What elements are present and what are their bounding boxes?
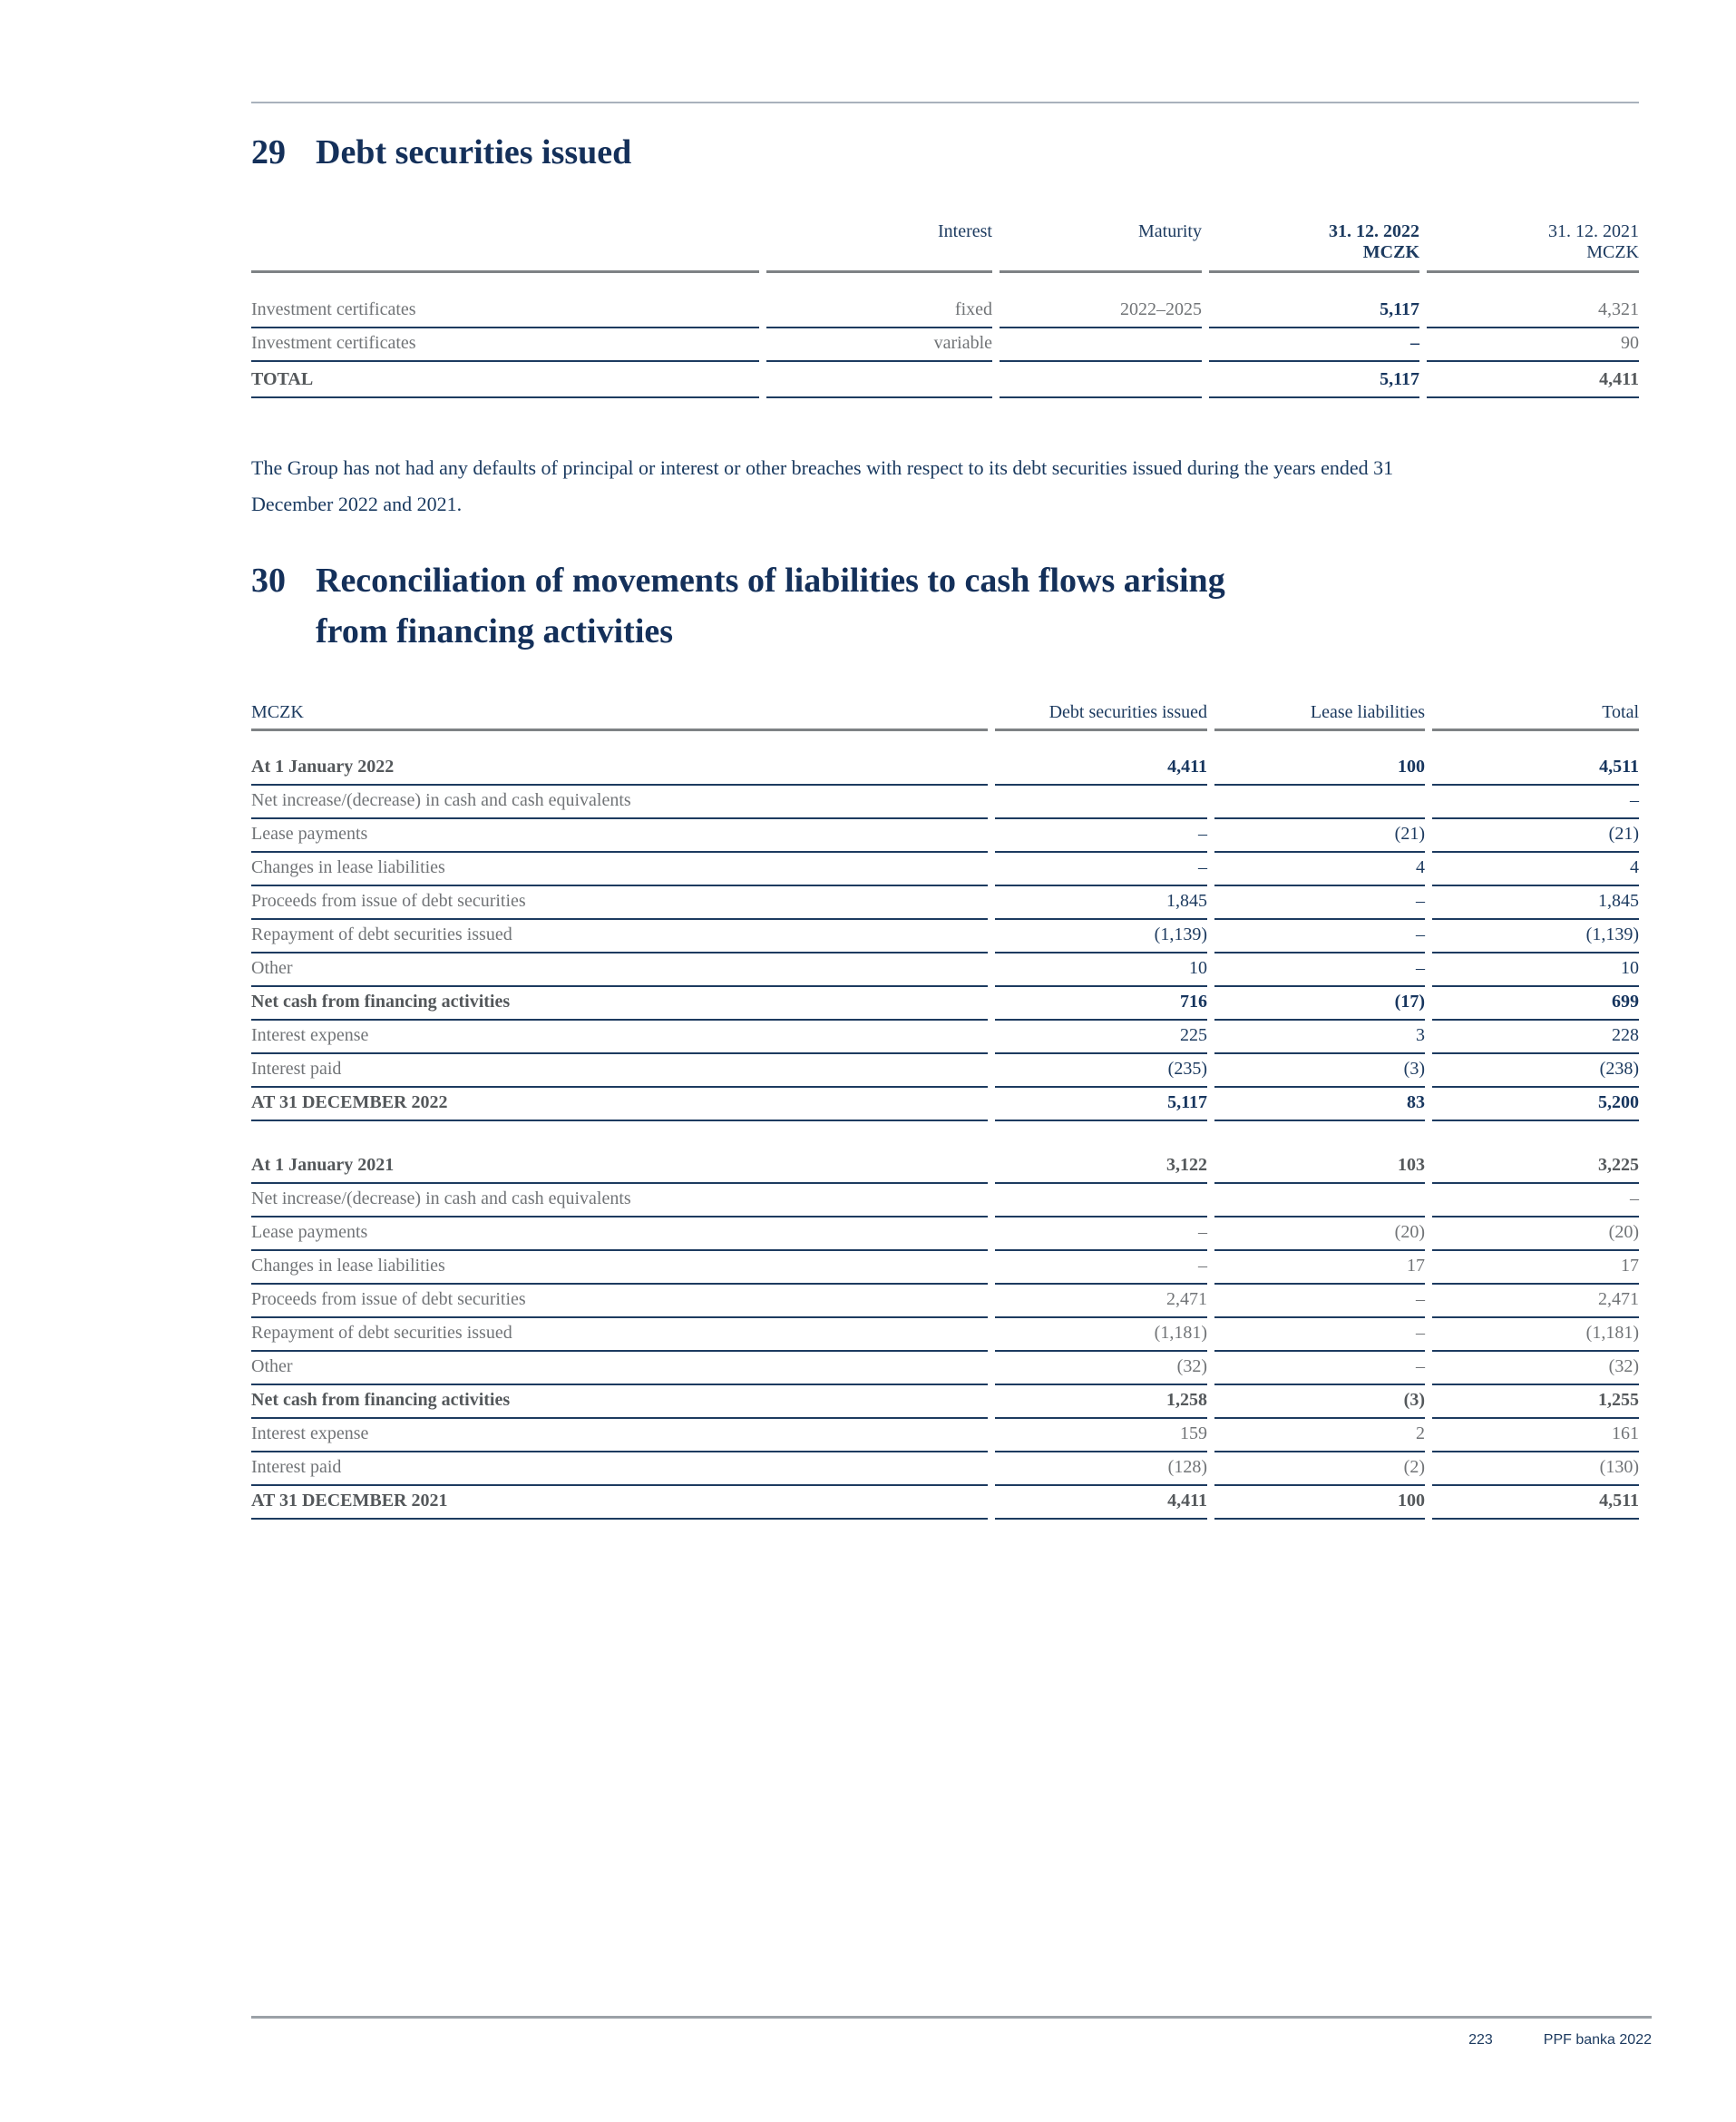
cell-lease-liabilities: (2) xyxy=(1214,1452,1425,1486)
cell-lease-liabilities: – xyxy=(1214,1318,1425,1352)
cell-lease-liabilities: 100 xyxy=(1214,731,1425,786)
block-2021 xyxy=(251,1150,1639,1520)
cell-total: 2,471 xyxy=(1432,1285,1639,1318)
row-label: Changes in lease liabilities xyxy=(251,853,988,886)
page-footer xyxy=(251,2032,1652,2049)
table-subtotal-row xyxy=(251,987,1639,1021)
cell-debt-securities: 5,117 xyxy=(995,1088,1207,1121)
column-header-2022: 31. 12. 2022 MCZK xyxy=(1209,221,1419,273)
row-label: Proceeds from issue of debt securities xyxy=(251,886,988,920)
cell-debt-securities: – xyxy=(995,853,1207,886)
cell-lease-liabilities xyxy=(1214,786,1425,819)
cell-debt-securities: (32) xyxy=(995,1352,1207,1385)
cell-debt-securities: 225 xyxy=(995,1021,1207,1054)
footer-divider-rule xyxy=(251,2016,1652,2019)
cell-total: (1,139) xyxy=(1432,920,1639,953)
row-label: At 1 January 2022 xyxy=(251,731,988,786)
cell-lease-liabilities: 3 xyxy=(1214,1021,1425,1054)
top-divider-rule xyxy=(251,102,1639,103)
row-label: Lease payments xyxy=(251,819,988,853)
row-label: AT 31 DECEMBER 2021 xyxy=(251,1486,988,1520)
cell-2021-value: 4,411 xyxy=(1427,362,1639,398)
cell-total: (21) xyxy=(1432,819,1639,853)
row-label: Repayment of debt securities issued xyxy=(251,1318,988,1352)
brand-text: PPF banka 2022 xyxy=(1543,2032,1652,2048)
column-header-debt-securities: Debt securities issued xyxy=(995,697,1207,731)
row-label: Other xyxy=(251,953,988,987)
cell-debt-securities: 4,411 xyxy=(995,731,1207,786)
cell-maturity xyxy=(1000,328,1202,362)
cell-debt-securities: 2,471 xyxy=(995,1285,1207,1318)
cell-debt-securities: 10 xyxy=(995,953,1207,987)
cell-debt-securities: 716 xyxy=(995,987,1207,1021)
cell-total: (238) xyxy=(1432,1054,1639,1088)
table-row xyxy=(251,1184,1639,1217)
section-number: 29 xyxy=(251,133,286,171)
row-label: Investment certificates xyxy=(251,328,759,362)
table-row xyxy=(251,731,1639,786)
cell-total: 5,200 xyxy=(1432,1088,1639,1121)
cell-lease-liabilities: – xyxy=(1214,1352,1425,1385)
table-header-row xyxy=(251,697,1639,731)
cell-lease-liabilities: (17) xyxy=(1214,987,1425,1021)
table-row xyxy=(251,328,1639,362)
notes-paragraph: The Group has not had any defaults of principal or interest or other breaches with respect to its debt securities issued during the years ended 31 December 2022 and 2021. xyxy=(251,456,1394,515)
table-row xyxy=(251,1251,1639,1285)
row-label: Interest paid xyxy=(251,1054,988,1088)
table-row xyxy=(251,1318,1639,1352)
table-row xyxy=(251,1150,1639,1184)
cell-total: 1,845 xyxy=(1432,886,1639,920)
table-total-row xyxy=(251,362,1639,398)
cell-debt-securities: 3,122 xyxy=(995,1150,1207,1184)
row-label: Changes in lease liabilities xyxy=(251,1251,988,1285)
cell-lease-liabilities: 103 xyxy=(1214,1150,1425,1184)
cell-maturity: 2022–2025 xyxy=(1000,273,1202,328)
cell-debt-securities xyxy=(995,786,1207,819)
table-header-row xyxy=(251,221,1639,273)
cell-debt-securities xyxy=(995,1184,1207,1217)
cell-interest: fixed xyxy=(766,273,992,328)
cell-total: (130) xyxy=(1432,1452,1639,1486)
cell-debt-securities: (1,181) xyxy=(995,1318,1207,1352)
cell-lease-liabilities: – xyxy=(1214,953,1425,987)
page-number: 223 xyxy=(1468,2032,1493,2048)
row-label: Net cash from financing activities xyxy=(251,987,988,1021)
cell-total: 17 xyxy=(1432,1251,1639,1285)
table-row xyxy=(251,1352,1639,1385)
cell-lease-liabilities xyxy=(1214,1184,1425,1217)
cell-2021-value: 90 xyxy=(1427,328,1639,362)
cell-total: 3,225 xyxy=(1432,1150,1639,1184)
column-header-2021: 31. 12. 2021 MCZK xyxy=(1427,221,1639,273)
cell-debt-securities: (1,139) xyxy=(995,920,1207,953)
cell-lease-liabilities: 83 xyxy=(1214,1088,1425,1121)
cell-lease-liabilities: – xyxy=(1214,1285,1425,1318)
row-label: Interest expense xyxy=(251,1021,988,1054)
row-label: AT 31 DECEMBER 2022 xyxy=(251,1088,988,1121)
table-row xyxy=(251,1285,1639,1318)
cell-lease-liabilities: 4 xyxy=(1214,853,1425,886)
reconciliation-table xyxy=(251,697,1639,1520)
cell-total: 4 xyxy=(1432,853,1639,886)
cell-lease-liabilities: – xyxy=(1214,886,1425,920)
cell-total: 1,255 xyxy=(1432,1385,1639,1419)
section-number: 30 xyxy=(251,562,286,600)
cell-total: (32) xyxy=(1432,1352,1639,1385)
row-label: Interest paid xyxy=(251,1452,988,1486)
cell-total: – xyxy=(1432,1184,1639,1217)
unit-label: MCZK xyxy=(251,697,988,731)
cell-interest: variable xyxy=(766,328,992,362)
row-label: Net increase/(decrease) in cash and cash equivalents xyxy=(251,1184,988,1217)
table-row xyxy=(251,1217,1639,1251)
cell-total: 4,511 xyxy=(1432,731,1639,786)
row-label: TOTAL xyxy=(251,362,759,398)
cell-2022-value: – xyxy=(1209,328,1419,362)
table-row xyxy=(251,273,1639,328)
table-subtotal-row xyxy=(251,1385,1639,1419)
row-label: Lease payments xyxy=(251,1217,988,1251)
cell-lease-liabilities: 17 xyxy=(1214,1251,1425,1285)
cell-debt-securities: – xyxy=(995,1217,1207,1251)
cell-debt-securities: (128) xyxy=(995,1452,1207,1486)
cell-debt-securities: – xyxy=(995,1251,1207,1285)
cell-lease-liabilities: 100 xyxy=(1214,1486,1425,1520)
section-title-line1: Reconciliation of movements of liabilities to cash flows arising xyxy=(316,562,1225,600)
cell-debt-securities: (235) xyxy=(995,1054,1207,1088)
cell-lease-liabilities: (3) xyxy=(1214,1385,1425,1419)
cell-lease-liabilities: 2 xyxy=(1214,1419,1425,1452)
cell-lease-liabilities: – xyxy=(1214,920,1425,953)
cell-2021-value: 4,321 xyxy=(1427,273,1639,328)
table-row xyxy=(251,853,1639,886)
cell-total: – xyxy=(1432,786,1639,819)
cell-interest xyxy=(766,362,992,398)
cell-debt-securities: – xyxy=(995,819,1207,853)
cell-total: 228 xyxy=(1432,1021,1639,1054)
row-label: At 1 January 2021 xyxy=(251,1150,988,1184)
row-label: Repayment of debt securities issued xyxy=(251,920,988,953)
cell-total: (1,181) xyxy=(1432,1318,1639,1352)
table-closing-row xyxy=(251,1486,1639,1520)
table-row xyxy=(251,1452,1639,1486)
row-label: Net increase/(decrease) in cash and cash equivalents xyxy=(251,786,988,819)
table-closing-row xyxy=(251,1088,1639,1121)
section-title: Debt securities issued xyxy=(316,133,632,171)
table-row xyxy=(251,953,1639,987)
table-row xyxy=(251,920,1639,953)
debt-securities-table xyxy=(251,221,1639,398)
column-header-lease-liabilities: Lease liabilities xyxy=(1214,697,1425,731)
table-row xyxy=(251,786,1639,819)
row-label: Proceeds from issue of debt securities xyxy=(251,1285,988,1318)
section-title-line2: from financing activities xyxy=(316,612,674,650)
cell-total: 161 xyxy=(1432,1419,1639,1452)
cell-lease-liabilities: (3) xyxy=(1214,1054,1425,1088)
cell-lease-liabilities: (20) xyxy=(1214,1217,1425,1251)
row-label: Other xyxy=(251,1352,988,1385)
row-label: Investment certificates xyxy=(251,273,759,328)
cell-debt-securities: 159 xyxy=(995,1419,1207,1452)
table-row xyxy=(251,886,1639,920)
cell-maturity xyxy=(1000,362,1202,398)
section-29-heading xyxy=(251,134,631,171)
column-header-maturity: Maturity xyxy=(1000,221,1202,273)
column-header-total: Total xyxy=(1432,697,1639,731)
block-2022 xyxy=(251,731,1639,1150)
block-spacer xyxy=(251,1121,1639,1150)
cell-2022-value: 5,117 xyxy=(1209,273,1419,328)
row-label: Net cash from financing activities xyxy=(251,1385,988,1419)
cell-total: 4,511 xyxy=(1432,1486,1639,1520)
table-row xyxy=(251,1021,1639,1054)
cell-total: (20) xyxy=(1432,1217,1639,1251)
section-30-heading xyxy=(251,555,1225,657)
column-header-interest: Interest xyxy=(766,221,992,273)
cell-debt-securities: 1,258 xyxy=(995,1385,1207,1419)
row-label: Interest expense xyxy=(251,1419,988,1452)
cell-debt-securities: 1,845 xyxy=(995,886,1207,920)
cell-2022-value: 5,117 xyxy=(1209,362,1419,398)
cell-lease-liabilities: (21) xyxy=(1214,819,1425,853)
cell-total: 10 xyxy=(1432,953,1639,987)
column-header-empty xyxy=(251,221,759,273)
section-title xyxy=(316,555,1225,657)
cell-debt-securities: 4,411 xyxy=(995,1486,1207,1520)
table-row xyxy=(251,819,1639,853)
table-row xyxy=(251,1419,1639,1452)
table-row xyxy=(251,1054,1639,1088)
cell-total: 699 xyxy=(1432,987,1639,1021)
